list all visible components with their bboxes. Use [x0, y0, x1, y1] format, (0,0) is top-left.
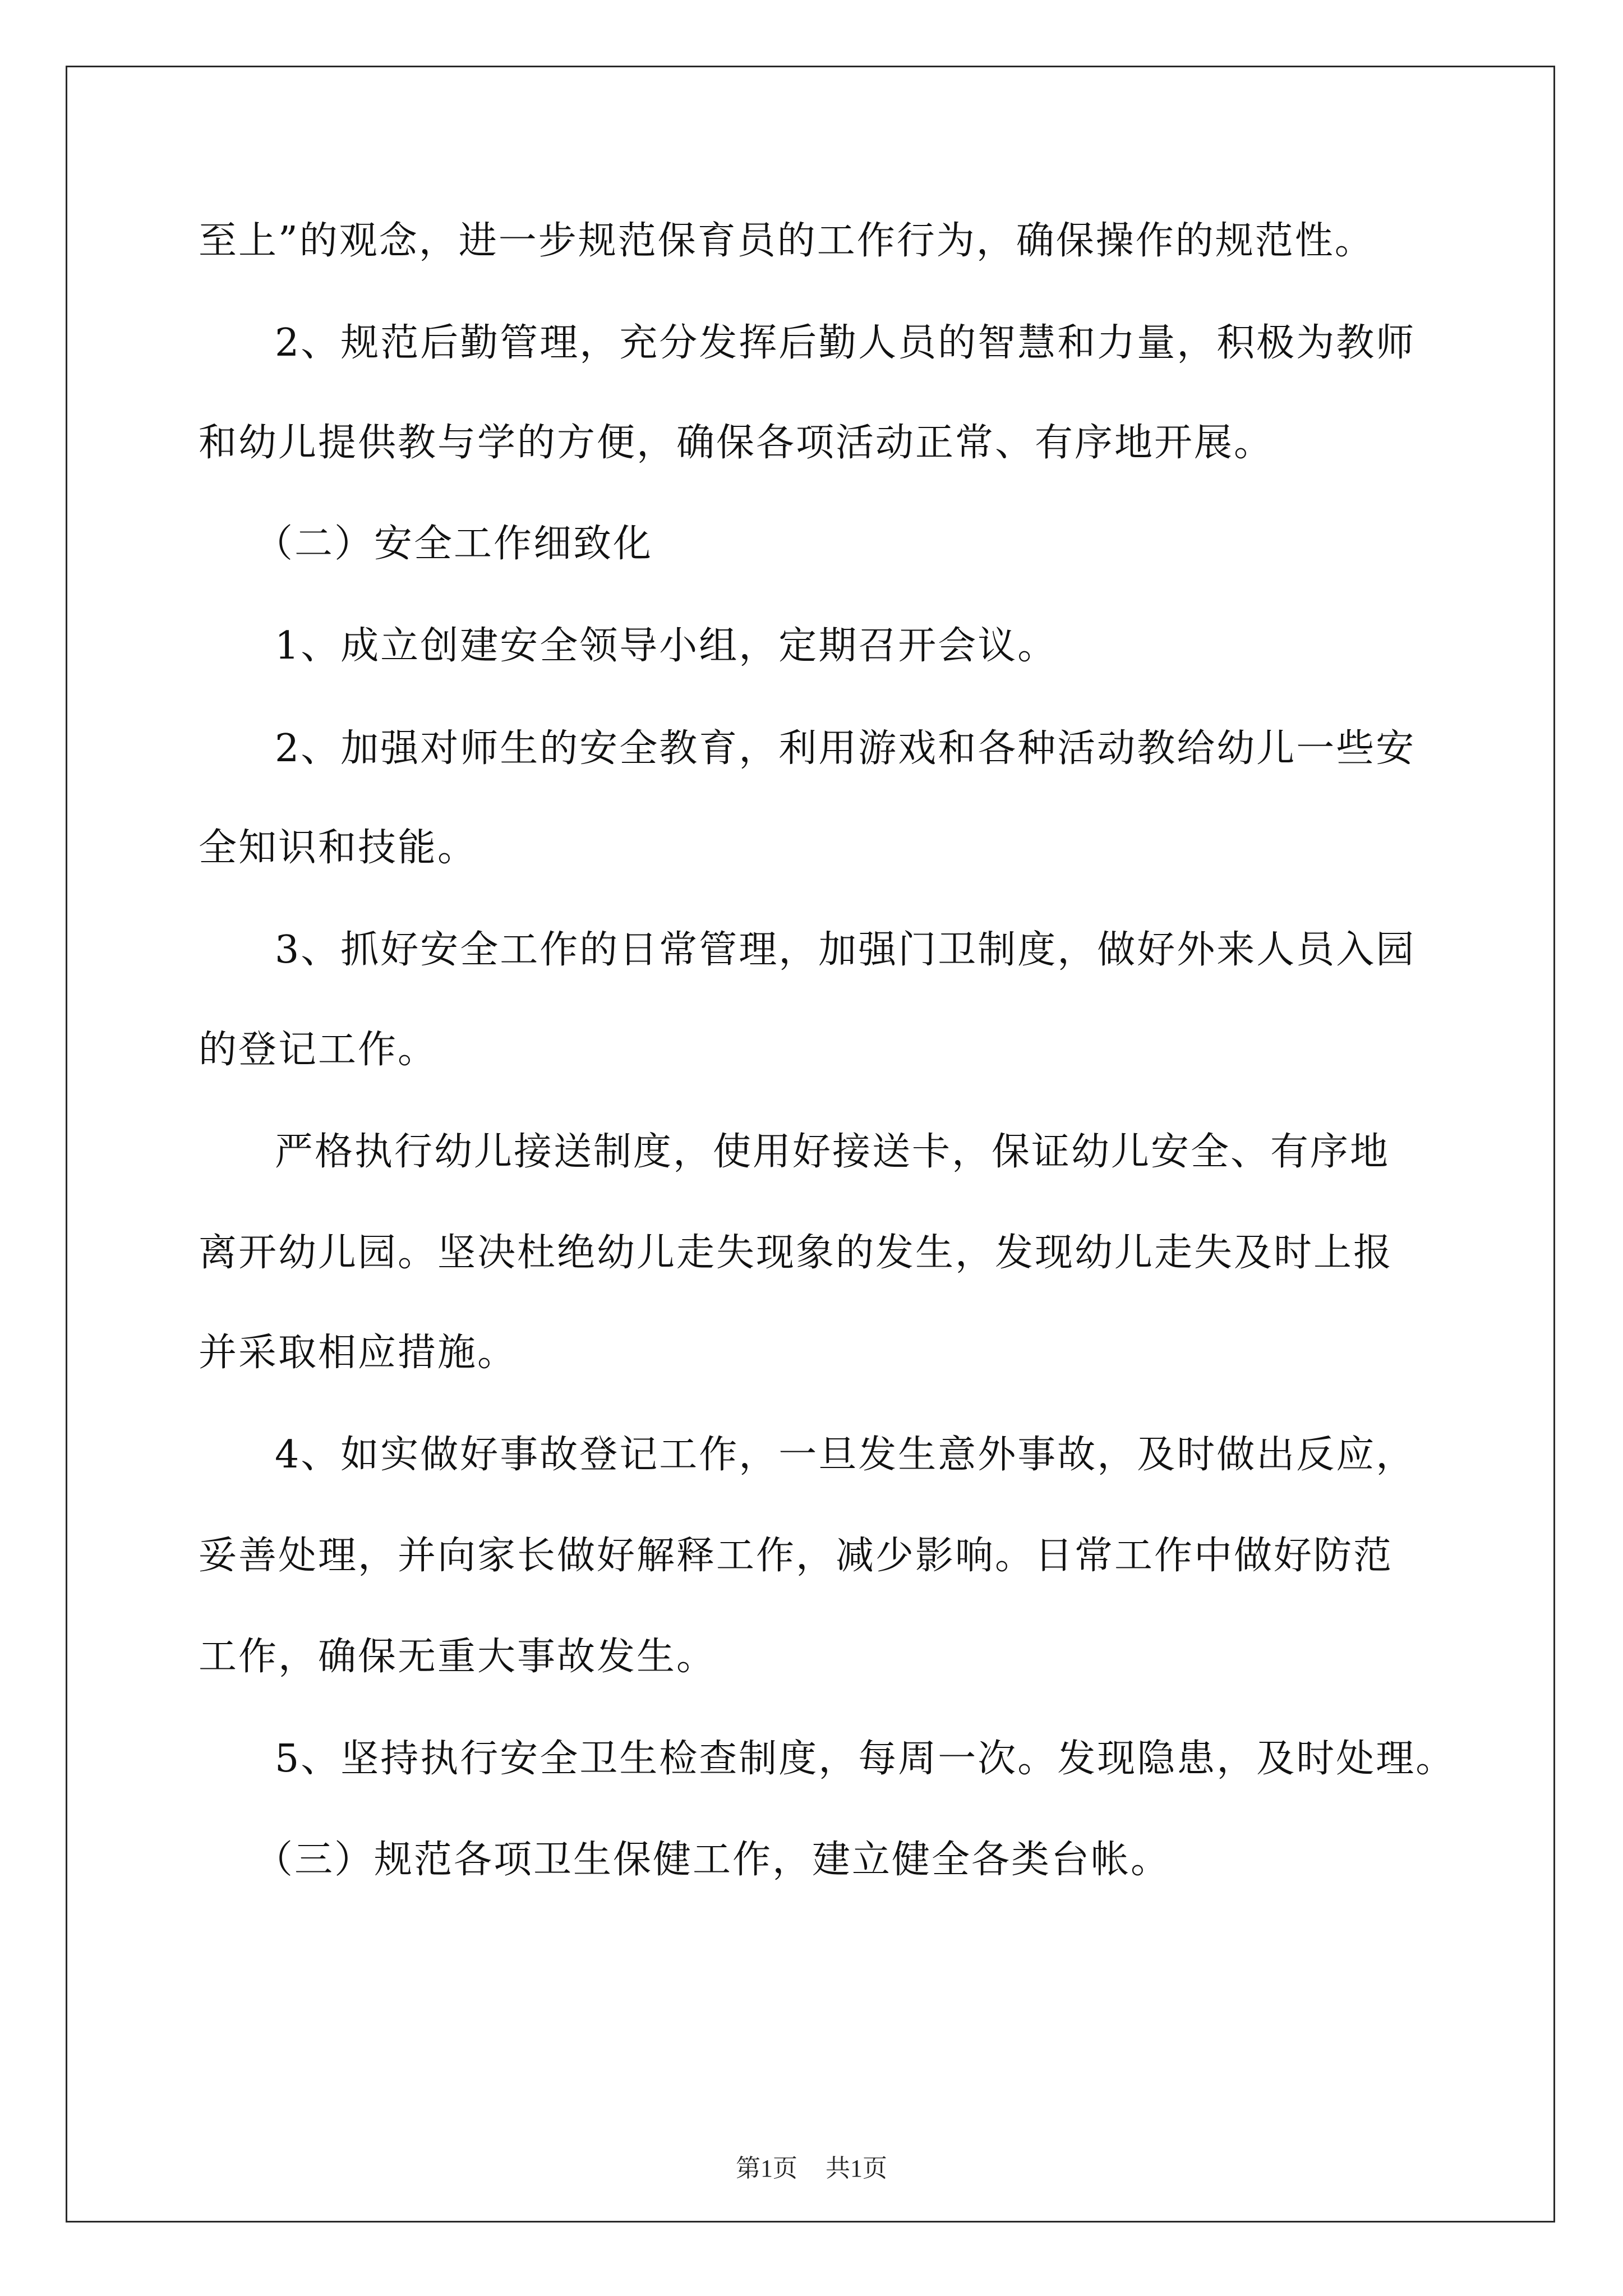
page-total: 共1页: [826, 2155, 887, 2182]
section-heading: （三）规范各项卫生保健工作，建立健全各类台帐。: [255, 1838, 1171, 1882]
text-line: 离开幼儿园。坚决杜绝幼儿走失现象的发生，发现幼儿走失及时上报: [199, 1231, 1394, 1275]
text-line: 严格执行幼儿接送制度，使用好接送卡，保证幼儿安全、有序地: [275, 1130, 1390, 1174]
text-line: 的登记工作。: [199, 1028, 438, 1072]
text-line: 2、规范后勤管理，充分发挥后勤人员的智慧和力量，积极为教师: [275, 321, 1416, 365]
text-line: 4、如实做好事故登记工作，一旦发生意外事故，及时做出反应，: [275, 1433, 1416, 1477]
text-line: 3、抓好安全工作的日常管理，加强门卫制度，做好外来人员入园: [275, 928, 1416, 972]
page-footer: [0, 2153, 1623, 2184]
text-line: 妥善处理，并向家长做好解释工作，减少影响。日常工作中做好防范: [199, 1534, 1394, 1578]
text-line: 至上”的观念，进一步规范保育员的工作行为，确保操作的规范性。: [199, 219, 1375, 263]
page-number: 第1页: [736, 2155, 797, 2182]
text-line: 工作，确保无重大事故发生。: [199, 1635, 717, 1679]
text-line: 并采取相应措施。: [199, 1331, 518, 1375]
section-heading: （二）安全工作细致化: [255, 522, 653, 566]
text-line: 1、成立创建安全领导小组，定期召开会议。: [275, 624, 1058, 668]
text-line: 和幼儿提供教与学的方便，确保各项活动正常、有序地开展。: [199, 421, 1274, 465]
text-line: 5、坚持执行安全卫生检查制度，每周一次。发现隐患，及时处理。: [275, 1737, 1456, 1781]
text-line: 全知识和技能。: [199, 826, 478, 870]
text-line: 2、加强对师生的安全教育，利用游戏和各种活动教给幼儿一些安: [275, 726, 1416, 771]
